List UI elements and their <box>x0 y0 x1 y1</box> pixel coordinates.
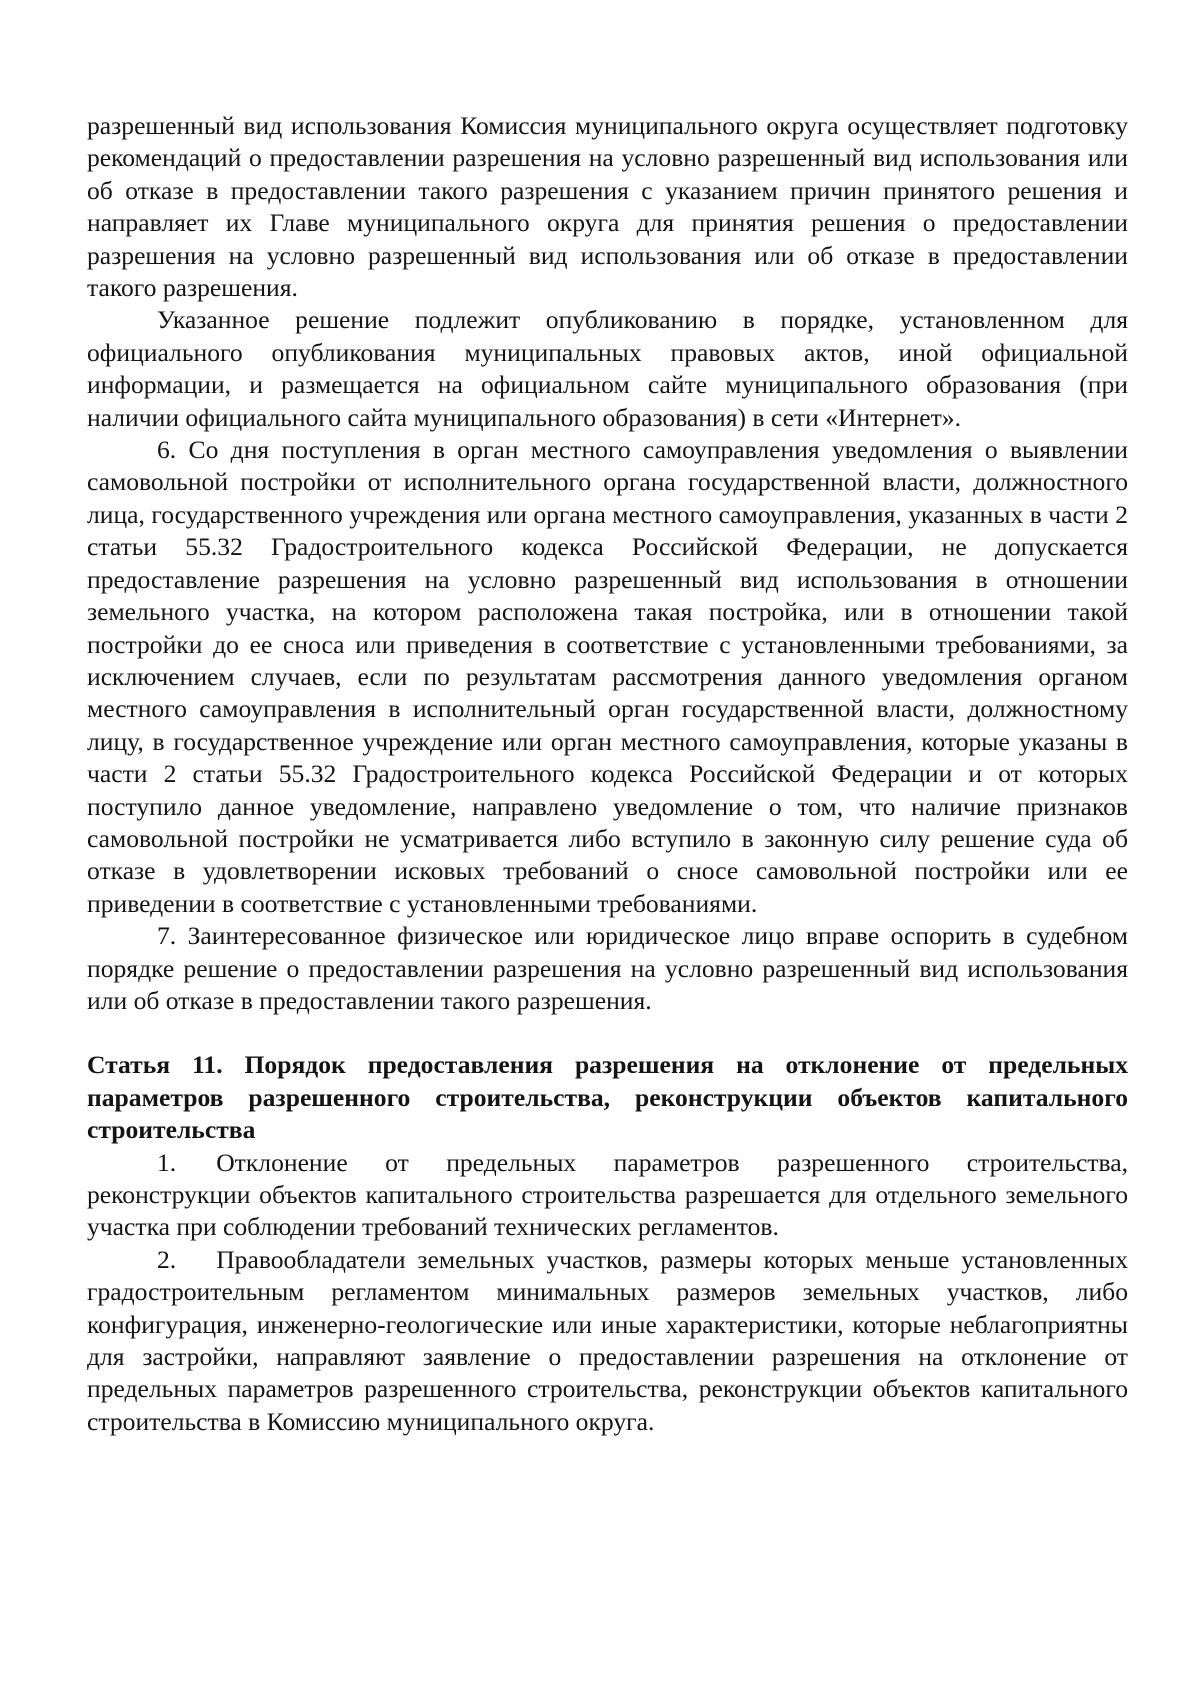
article-item-1-number: 1. <box>157 1147 177 1177</box>
paragraph-publication: Указанное решение подлежит опубликованию в порядке, установленном для официального опубликования муниципальных правовых актов, иной официальной информации, и размещается на официальном сайте муниципального образования (при наличии официального сайта муниципального образования) в сети «Интернет». <box>87 305 1128 432</box>
article-item-2-text: Правообладатели земельных участков, размеры которых меньше установленных градостроительным регламентом минимальных размеров земельных участков, либо конфигурация, инженерно-геологические или иные характеристики, которые неблагоприятны для застройки, направляют заявление о предоставлении разрешения на отклонение от предельных параметров разрешенного строительства, реконструкции объектов капитального строительства в Комиссию муниципального округа. <box>87 1244 1128 1436</box>
paragraph-item-7: 7. Заинтересованное физическое или юридическое лицо вправе оспорить в судебном порядке решение о предоставлении разрешения на условно разрешенный вид использования или об отказе в предоставлении такого разрешения. <box>87 921 1128 1015</box>
article-item-1-text: Отклонение от предельных параметров разрешенного строительства, реконструкции объектов капитального строительства разрешается для отдельного земельного участка при соблюдении требований технических регламентов. <box>87 1147 1128 1242</box>
paragraph-continuation: разрешенный вид использования Комиссия муниципального округа осуществляет подготовку рекомендаций о предоставлении разрешения на условно разрешенный вид использования или об отказе в предоставлении такого разрешения с указанием причин принятого решения и направляет их Главе муниципального округа для принятия решения о предоставлении разрешения на условно разрешенный вид использования или об отказе в предоставлении такого разрешения. <box>87 111 1128 303</box>
article-heading: Статья 11. Порядок предоставления разрешения на отклонение от предельных параметров разрешенного строительства, реконструкции объектов капитального строительства <box>87 1050 1128 1145</box>
document-page <box>87 110 1128 1438</box>
article-item-1 <box>87 1147 1128 1244</box>
paragraph-item-6: 6. Со дня поступления в орган местного самоуправления уведомления о выявлении самовольной постройки от исполнительного органа государственной власти, должностного лица, государственного учреждения или органа местного самоуправления, указанных в части 2 статьи 55.32 Градостроительного кодекса Российской Федерации, не допускается предоставление разрешения на условно разрешенный вид использования в отношении земельного участка, на котором расположена такая постройка, или в отношении такой постройки до ее сноса или приведения в соответствие с установленными требованиями, за исключением случаев, если по результатам рассмотрения данного уведомления органом местного самоуправления в исполнительный орган государственной власти, должностному лицу, в государственное учреждение или орган местного самоуправления, которые указаны в части 2 статьи 55.32 Градостроительного кодекса Российской Федерации и от которых поступило данное уведомление, направлено уведомление о том, что наличие признаков самовольной постройки не усматривается либо вступило в законную силу решение суда об отказе в удовлетворении исковых требований о сносе самовольной постройки или ее приведении в соответствие с установленными требованиями. <box>87 435 1128 918</box>
article-item-2 <box>87 1244 1128 1438</box>
article-item-2-number: 2. <box>157 1244 177 1274</box>
